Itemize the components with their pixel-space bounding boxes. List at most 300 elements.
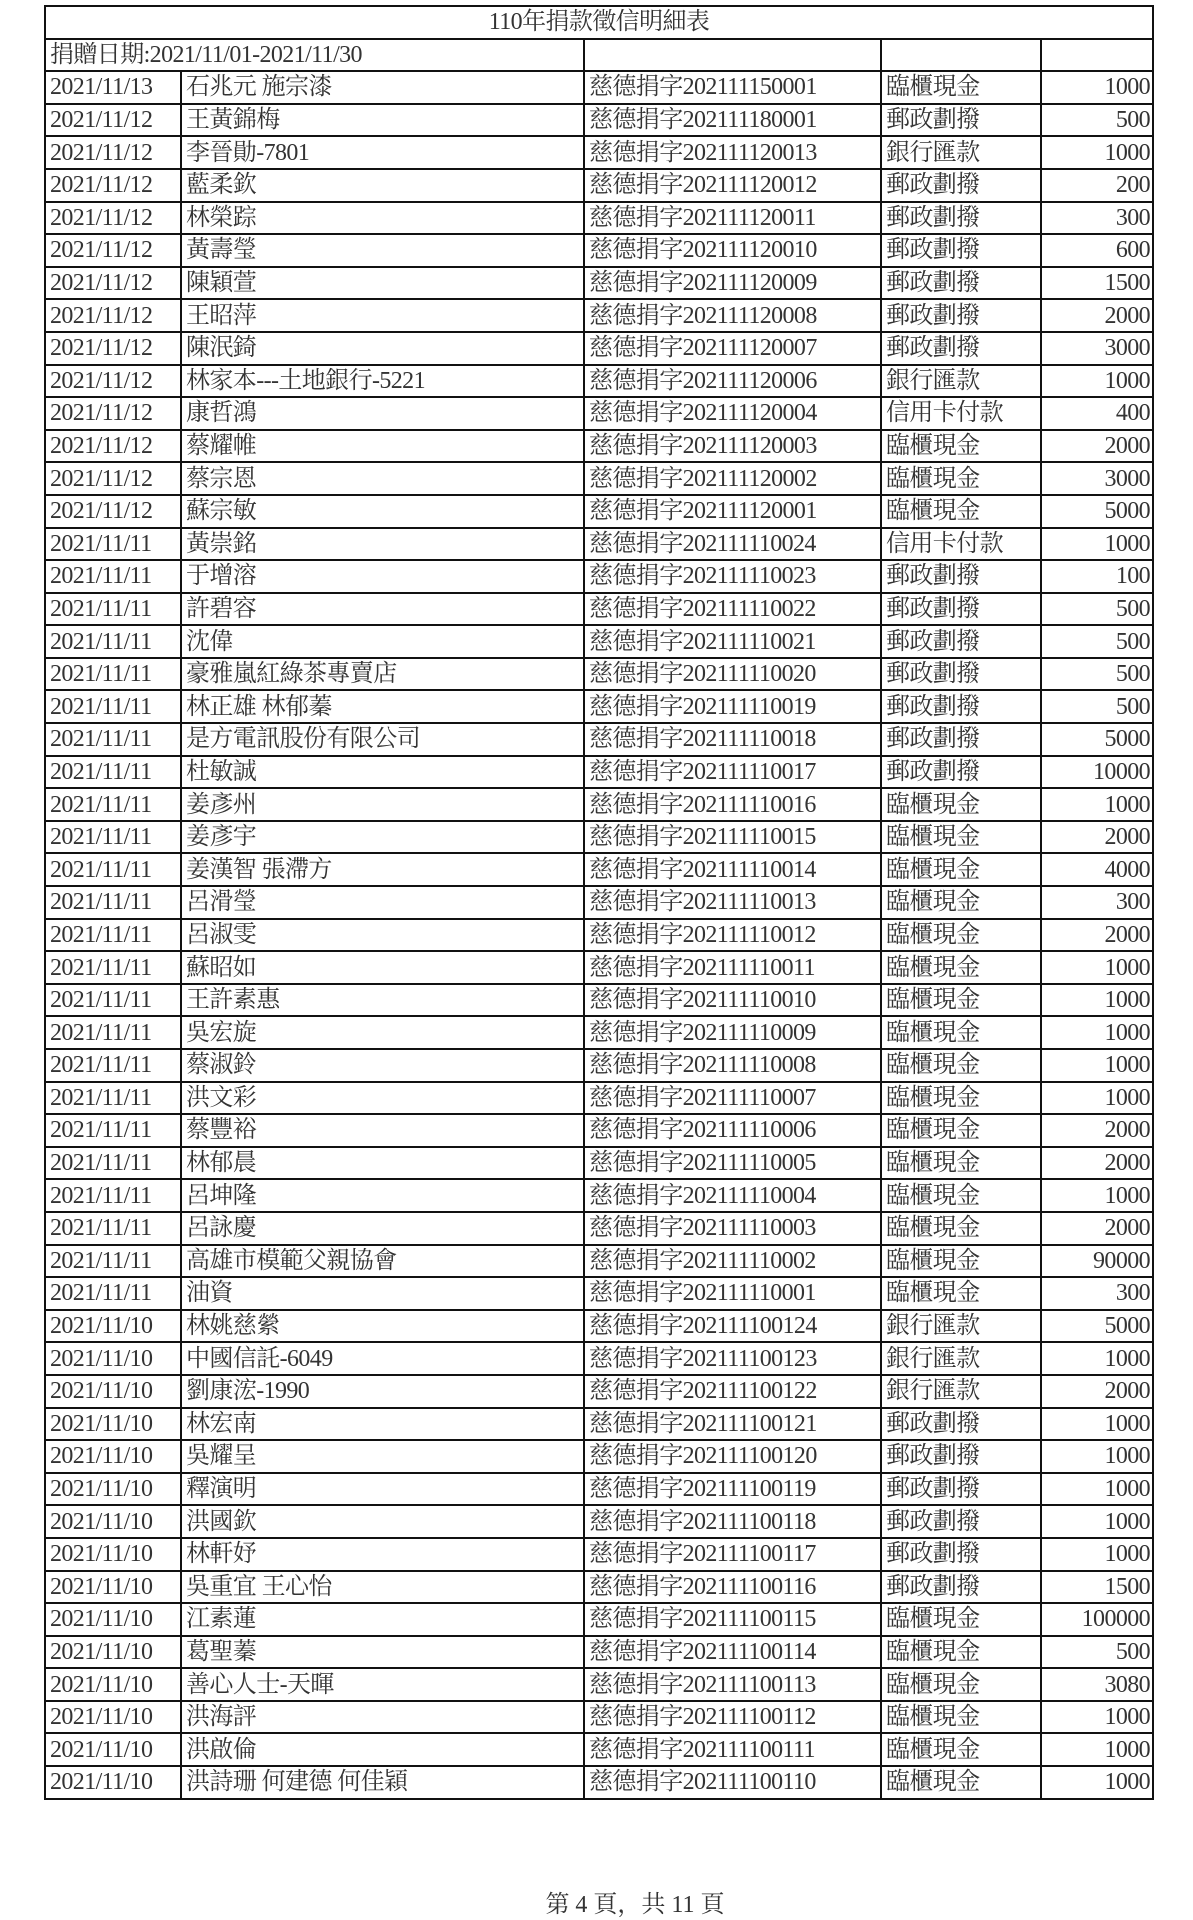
payment-method: 銀行匯款 [881, 1342, 1041, 1375]
table-row [45, 690, 1153, 723]
payment-method: 信用卡付款 [881, 397, 1041, 430]
table-row [45, 462, 1153, 495]
donor-name: 林正雄 林郁蓁 [181, 690, 584, 723]
donation-amount: 1000 [1041, 1440, 1153, 1473]
donor-name: 豪雅嵐紅綠茶專賣店 [181, 658, 584, 691]
donation-amount: 1000 [1041, 136, 1153, 169]
donor-name: 陳泯錡 [181, 332, 584, 365]
donation-date: 2021/11/10 [45, 1440, 181, 1473]
payment-method: 郵政劃撥 [881, 756, 1041, 789]
donation-date: 2021/11/11 [45, 690, 181, 723]
donation-date: 2021/11/10 [45, 1473, 181, 1506]
receipt-number: 慈德捐字202111110017 [584, 756, 881, 789]
donation-date: 2021/11/10 [45, 1603, 181, 1636]
receipt-number: 慈德捐字202111120001 [584, 495, 881, 528]
donation-date: 2021/11/10 [45, 1310, 181, 1343]
donation-amount: 5000 [1041, 495, 1153, 528]
donor-name: 李晉勛-7801 [181, 136, 584, 169]
receipt-number: 慈德捐字202111100112 [584, 1701, 881, 1734]
donation-amount: 1500 [1041, 267, 1153, 300]
donation-amount: 1000 [1041, 984, 1153, 1017]
receipt-number: 慈德捐字202111120004 [584, 397, 881, 430]
payment-method: 臨櫃現金 [881, 1082, 1041, 1115]
payment-method: 郵政劃撥 [881, 723, 1041, 756]
table-row [45, 202, 1153, 235]
receipt-number: 慈德捐字202111110015 [584, 821, 881, 854]
table-row [45, 1342, 1153, 1375]
receipt-number: 慈德捐字202111120010 [584, 234, 881, 267]
donation-amount: 2000 [1041, 919, 1153, 952]
donation-amount: 90000 [1041, 1245, 1153, 1278]
payment-method: 銀行匯款 [881, 1310, 1041, 1343]
receipt-number: 慈德捐字202111100118 [584, 1505, 881, 1538]
payment-method: 郵政劃撥 [881, 299, 1041, 332]
table-row [45, 1668, 1153, 1701]
receipt-number: 慈德捐字202111110021 [584, 625, 881, 658]
receipt-number: 慈德捐字202111100116 [584, 1571, 881, 1604]
receipt-number: 慈德捐字202111120009 [584, 267, 881, 300]
donor-name: 林姚慈縈 [181, 1310, 584, 1343]
payment-method: 信用卡付款 [881, 528, 1041, 561]
donation-date: 2021/11/11 [45, 756, 181, 789]
receipt-number: 慈德捐字202111110012 [584, 919, 881, 952]
receipt-number: 慈德捐字202111100121 [584, 1408, 881, 1441]
table-row [45, 821, 1153, 854]
donation-date: 2021/11/12 [45, 332, 181, 365]
donation-date: 2021/11/12 [45, 202, 181, 235]
table-row [45, 234, 1153, 267]
donation-amount: 300 [1041, 886, 1153, 919]
payment-method: 臨櫃現金 [881, 1212, 1041, 1245]
donor-name: 善心人士-天暉 [181, 1668, 584, 1701]
payment-method: 郵政劃撥 [881, 1473, 1041, 1506]
donor-name: 是方電訊股份有限公司 [181, 723, 584, 756]
donation-amount: 1000 [1041, 365, 1153, 398]
table-row [45, 104, 1153, 137]
receipt-number: 慈德捐字202111100123 [584, 1342, 881, 1375]
receipt-number: 慈德捐字202111120012 [584, 169, 881, 202]
receipt-number: 慈德捐字202111110011 [584, 951, 881, 984]
donation-amount: 1000 [1041, 528, 1153, 561]
table-row [45, 1147, 1153, 1180]
receipt-number: 慈德捐字202111100119 [584, 1473, 881, 1506]
donor-name: 王黃錦梅 [181, 104, 584, 137]
donation-amount: 3080 [1041, 1668, 1153, 1701]
donation-date: 2021/11/11 [45, 560, 181, 593]
donation-date: 2021/11/11 [45, 821, 181, 854]
donor-name: 洪文彩 [181, 1082, 584, 1115]
payment-method: 臨櫃現金 [881, 430, 1041, 463]
payment-method: 郵政劃撥 [881, 169, 1041, 202]
payment-method: 銀行匯款 [881, 136, 1041, 169]
donation-date: 2021/11/11 [45, 658, 181, 691]
receipt-number: 慈德捐字202111110003 [584, 1212, 881, 1245]
donor-name: 康哲鴻 [181, 397, 584, 430]
donation-amount: 600 [1041, 234, 1153, 267]
donation-date: 2021/11/12 [45, 430, 181, 463]
table-row [45, 267, 1153, 300]
donor-name: 蔡耀帷 [181, 430, 584, 463]
payment-method: 臨櫃現金 [881, 1114, 1041, 1147]
receipt-number: 慈德捐字202111110008 [584, 1049, 881, 1082]
date-range-label: 捐贈日期:2021/11/01-2021/11/30 [45, 39, 584, 72]
donor-name: 林家本---土地銀行-5221 [181, 365, 584, 398]
donation-date: 2021/11/11 [45, 593, 181, 626]
payment-method: 臨櫃現金 [881, 1701, 1041, 1734]
empty-header-cell [881, 39, 1041, 72]
donation-amount: 10000 [1041, 756, 1153, 789]
receipt-number: 慈德捐字202111110022 [584, 593, 881, 626]
receipt-number: 慈德捐字202111100122 [584, 1375, 881, 1408]
donor-name: 姜彥宇 [181, 821, 584, 854]
receipt-number: 慈德捐字202111100111 [584, 1733, 881, 1766]
table-row [45, 299, 1153, 332]
donation-amount: 1000 [1041, 1016, 1153, 1049]
donor-name: 杜敏誠 [181, 756, 584, 789]
payment-method: 臨櫃現金 [881, 1016, 1041, 1049]
donor-name: 黃壽瑩 [181, 234, 584, 267]
donation-date: 2021/11/12 [45, 495, 181, 528]
table-row [45, 658, 1153, 691]
payment-method: 郵政劃撥 [881, 267, 1041, 300]
donation-date: 2021/11/11 [45, 1212, 181, 1245]
donation-amount: 1000 [1041, 1538, 1153, 1571]
donation-date: 2021/11/11 [45, 984, 181, 1017]
table-row [45, 1636, 1153, 1669]
donor-name: 姜彥州 [181, 788, 584, 821]
donor-name: 蘇昭如 [181, 951, 584, 984]
receipt-number: 慈德捐字202111110005 [584, 1147, 881, 1180]
donation-amount: 5000 [1041, 723, 1153, 756]
donation-amount: 2000 [1041, 1114, 1153, 1147]
donation-amount: 2000 [1041, 1375, 1153, 1408]
donor-name: 洪國欽 [181, 1505, 584, 1538]
donor-name: 洪海評 [181, 1701, 584, 1734]
donor-name: 王昭萍 [181, 299, 584, 332]
donation-date: 2021/11/12 [45, 234, 181, 267]
donation-amount: 1000 [1041, 951, 1153, 984]
donation-amount: 500 [1041, 658, 1153, 691]
donor-name: 呂滑瑩 [181, 886, 584, 919]
empty-header-cell [584, 39, 881, 72]
receipt-number: 慈德捐字202111100110 [584, 1766, 881, 1799]
payment-method: 郵政劃撥 [881, 593, 1041, 626]
table-row [45, 1277, 1153, 1310]
donor-name: 蘇宗敏 [181, 495, 584, 528]
receipt-number: 慈德捐字202111110013 [584, 886, 881, 919]
payment-method: 臨櫃現金 [881, 919, 1041, 952]
table-row [45, 756, 1153, 789]
table-row [45, 495, 1153, 528]
receipt-number: 慈德捐字202111100124 [584, 1310, 881, 1343]
donation-amount: 500 [1041, 1636, 1153, 1669]
table-row [45, 1114, 1153, 1147]
receipt-number: 慈德捐字202111110004 [584, 1179, 881, 1212]
table-row [45, 1049, 1153, 1082]
donor-name: 王許素惠 [181, 984, 584, 1017]
donation-amount: 5000 [1041, 1310, 1153, 1343]
donation-amount: 2000 [1041, 299, 1153, 332]
receipt-number: 慈德捐字202111110001 [584, 1277, 881, 1310]
donation-date: 2021/11/12 [45, 299, 181, 332]
payment-method: 臨櫃現金 [881, 71, 1041, 104]
table-row [45, 136, 1153, 169]
receipt-number: 慈德捐字202111110020 [584, 658, 881, 691]
payment-method: 郵政劃撥 [881, 104, 1041, 137]
donation-date: 2021/11/11 [45, 1049, 181, 1082]
payment-method: 郵政劃撥 [881, 690, 1041, 723]
receipt-number: 慈德捐字202111110002 [584, 1245, 881, 1278]
donation-date: 2021/11/11 [45, 625, 181, 658]
table-row [45, 430, 1153, 463]
page-number: 第 4 頁，共 11 頁 [545, 1892, 725, 1918]
donor-name: 洪詩珊 何建德 何佳穎 [181, 1766, 584, 1799]
donation-date: 2021/11/10 [45, 1505, 181, 1538]
table-row [45, 1603, 1153, 1636]
receipt-number: 慈德捐字202111110023 [584, 560, 881, 593]
table-row [45, 886, 1153, 919]
payment-method: 臨櫃現金 [881, 886, 1041, 919]
receipt-number: 慈德捐字202111120003 [584, 430, 881, 463]
donation-date: 2021/11/11 [45, 853, 181, 886]
payment-method: 郵政劃撥 [881, 202, 1041, 235]
payment-method: 郵政劃撥 [881, 625, 1041, 658]
receipt-number: 慈德捐字202111120002 [584, 462, 881, 495]
donor-name: 釋演明 [181, 1473, 584, 1506]
table-row [45, 1375, 1153, 1408]
donation-table [44, 5, 1154, 1800]
donation-amount: 1000 [1041, 1049, 1153, 1082]
donor-name: 油資 [181, 1277, 584, 1310]
donation-amount: 500 [1041, 625, 1153, 658]
donation-date: 2021/11/11 [45, 919, 181, 952]
donation-date: 2021/11/10 [45, 1636, 181, 1669]
donation-date: 2021/11/10 [45, 1375, 181, 1408]
table-row [45, 1212, 1153, 1245]
donor-name: 沈偉 [181, 625, 584, 658]
receipt-number: 慈德捐字202111100120 [584, 1440, 881, 1473]
donor-name: 劉康浤-1990 [181, 1375, 584, 1408]
table-row [45, 788, 1153, 821]
donation-amount: 1000 [1041, 788, 1153, 821]
donation-date: 2021/11/10 [45, 1701, 181, 1734]
donation-amount: 1000 [1041, 1179, 1153, 1212]
table-row [45, 1473, 1153, 1506]
donation-amount: 1000 [1041, 1342, 1153, 1375]
donation-amount: 1000 [1041, 1701, 1153, 1734]
donation-date: 2021/11/12 [45, 136, 181, 169]
payment-method: 銀行匯款 [881, 1375, 1041, 1408]
donor-name: 葛聖蓁 [181, 1636, 584, 1669]
receipt-number: 慈德捐字202111110024 [584, 528, 881, 561]
donation-amount: 300 [1041, 1277, 1153, 1310]
donor-name: 許碧容 [181, 593, 584, 626]
donation-date: 2021/11/11 [45, 723, 181, 756]
table-row [45, 1082, 1153, 1115]
donation-date: 2021/11/11 [45, 1114, 181, 1147]
payment-method: 臨櫃現金 [881, 495, 1041, 528]
payment-method: 郵政劃撥 [881, 1538, 1041, 1571]
donation-amount: 1000 [1041, 1473, 1153, 1506]
payment-method: 郵政劃撥 [881, 1440, 1041, 1473]
table-row [45, 723, 1153, 756]
receipt-number: 慈德捐字202111100113 [584, 1668, 881, 1701]
payment-method: 臨櫃現金 [881, 1245, 1041, 1278]
receipt-number: 慈德捐字202111110018 [584, 723, 881, 756]
donation-amount: 1000 [1041, 1766, 1153, 1799]
donor-name: 姜漢智 張滯方 [181, 853, 584, 886]
table-row [45, 1440, 1153, 1473]
donation-date: 2021/11/10 [45, 1342, 181, 1375]
payment-method: 郵政劃撥 [881, 332, 1041, 365]
payment-method: 臨櫃現金 [881, 1668, 1041, 1701]
payment-method: 臨櫃現金 [881, 1603, 1041, 1636]
payment-method: 郵政劃撥 [881, 658, 1041, 691]
donation-date: 2021/11/13 [45, 71, 181, 104]
table-row [45, 1733, 1153, 1766]
donation-date: 2021/11/11 [45, 788, 181, 821]
table-row [45, 1538, 1153, 1571]
donation-amount: 500 [1041, 593, 1153, 626]
receipt-number: 慈德捐字202111120013 [584, 136, 881, 169]
donation-amount: 3000 [1041, 332, 1153, 365]
payment-method: 臨櫃現金 [881, 1766, 1041, 1799]
payment-method: 臨櫃現金 [881, 1636, 1041, 1669]
donor-name: 蔡淑鈴 [181, 1049, 584, 1082]
donor-name: 呂坤隆 [181, 1179, 584, 1212]
table-row [45, 1701, 1153, 1734]
donation-date: 2021/11/11 [45, 1082, 181, 1115]
donation-amount: 300 [1041, 202, 1153, 235]
receipt-number: 慈德捐字202111100117 [584, 1538, 881, 1571]
payment-method: 臨櫃現金 [881, 1179, 1041, 1212]
donor-name: 林郁晨 [181, 1147, 584, 1180]
payment-method: 臨櫃現金 [881, 788, 1041, 821]
donation-amount: 2000 [1041, 821, 1153, 854]
receipt-number: 慈德捐字202111180001 [584, 104, 881, 137]
donation-date: 2021/11/12 [45, 104, 181, 137]
table-row [45, 1408, 1153, 1441]
receipt-number: 慈德捐字202111120006 [584, 365, 881, 398]
donation-date: 2021/11/11 [45, 528, 181, 561]
donation-amount: 1500 [1041, 1571, 1153, 1604]
receipt-number: 慈德捐字202111110010 [584, 984, 881, 1017]
donation-date: 2021/11/12 [45, 169, 181, 202]
donation-amount: 500 [1041, 690, 1153, 723]
donation-amount: 2000 [1041, 430, 1153, 463]
table-row [45, 1016, 1153, 1049]
donation-amount: 100 [1041, 560, 1153, 593]
donation-date: 2021/11/11 [45, 1245, 181, 1278]
donation-amount: 2000 [1041, 1147, 1153, 1180]
donor-name: 洪啟倫 [181, 1733, 584, 1766]
payment-method: 郵政劃撥 [881, 1505, 1041, 1538]
table-row [45, 919, 1153, 952]
donation-date: 2021/11/10 [45, 1571, 181, 1604]
donor-name: 蔡宗恩 [181, 462, 584, 495]
donor-name: 吳重宜 王心怡 [181, 1571, 584, 1604]
donation-date: 2021/11/12 [45, 365, 181, 398]
receipt-number: 慈德捐字202111110019 [584, 690, 881, 723]
table-row [45, 1245, 1153, 1278]
payment-method: 臨櫃現金 [881, 853, 1041, 886]
payment-method: 臨櫃現金 [881, 984, 1041, 1017]
donation-date: 2021/11/11 [45, 886, 181, 919]
table-row [45, 1766, 1153, 1799]
table-row [45, 1505, 1153, 1538]
donation-amount: 200 [1041, 169, 1153, 202]
table-row [45, 397, 1153, 430]
donor-name: 呂淑雯 [181, 919, 584, 952]
table-row [45, 593, 1153, 626]
payment-method: 臨櫃現金 [881, 1147, 1041, 1180]
table-row [45, 71, 1153, 104]
table-row [45, 625, 1153, 658]
payment-method: 郵政劃撥 [881, 560, 1041, 593]
table-row [45, 169, 1153, 202]
payment-method: 郵政劃撥 [881, 234, 1041, 267]
table-row [45, 853, 1153, 886]
document-title: 110年捐款徵信明細表 [45, 6, 1153, 39]
table-row [45, 560, 1153, 593]
donor-name: 于增溶 [181, 560, 584, 593]
receipt-number: 慈德捐字202111110009 [584, 1016, 881, 1049]
donation-date: 2021/11/10 [45, 1408, 181, 1441]
donor-name: 蔡豐裕 [181, 1114, 584, 1147]
receipt-number: 慈德捐字202111150001 [584, 71, 881, 104]
donation-amount: 2000 [1041, 1212, 1153, 1245]
payment-method: 郵政劃撥 [881, 1571, 1041, 1604]
receipt-number: 慈德捐字202111110007 [584, 1082, 881, 1115]
payment-method: 臨櫃現金 [881, 1277, 1041, 1310]
donation-amount: 1000 [1041, 1733, 1153, 1766]
donor-name: 林榮踪 [181, 202, 584, 235]
payment-method: 臨櫃現金 [881, 1049, 1041, 1082]
donation-date: 2021/11/12 [45, 462, 181, 495]
donor-name: 呂詠慶 [181, 1212, 584, 1245]
receipt-number: 慈德捐字202111110014 [584, 853, 881, 886]
date-range-row [45, 39, 1153, 72]
donation-amount: 1000 [1041, 1408, 1153, 1441]
donor-name: 陳穎萱 [181, 267, 584, 300]
donation-date: 2021/11/10 [45, 1733, 181, 1766]
donor-name: 中國信託-6049 [181, 1342, 584, 1375]
table-row [45, 1179, 1153, 1212]
donor-name: 石兆元 施宗漆 [181, 71, 584, 104]
donation-amount: 1000 [1041, 1082, 1153, 1115]
title-row [45, 6, 1153, 39]
donation-date: 2021/11/11 [45, 1147, 181, 1180]
table-row [45, 984, 1153, 1017]
donation-date: 2021/11/11 [45, 1179, 181, 1212]
donor-name: 林宏南 [181, 1408, 584, 1441]
table-row [45, 365, 1153, 398]
receipt-number: 慈德捐字202111120011 [584, 202, 881, 235]
payment-method: 郵政劃撥 [881, 1408, 1041, 1441]
donation-amount: 3000 [1041, 462, 1153, 495]
donation-date: 2021/11/12 [45, 397, 181, 430]
payment-method: 臨櫃現金 [881, 951, 1041, 984]
table-row [45, 1571, 1153, 1604]
donor-name: 林軒妤 [181, 1538, 584, 1571]
donation-amount: 100000 [1041, 1603, 1153, 1636]
payment-method: 臨櫃現金 [881, 462, 1041, 495]
donor-name: 吳耀呈 [181, 1440, 584, 1473]
donation-amount: 400 [1041, 397, 1153, 430]
donation-date: 2021/11/12 [45, 267, 181, 300]
donation-amount: 500 [1041, 104, 1153, 137]
donor-name: 高雄市模範父親協會 [181, 1245, 584, 1278]
